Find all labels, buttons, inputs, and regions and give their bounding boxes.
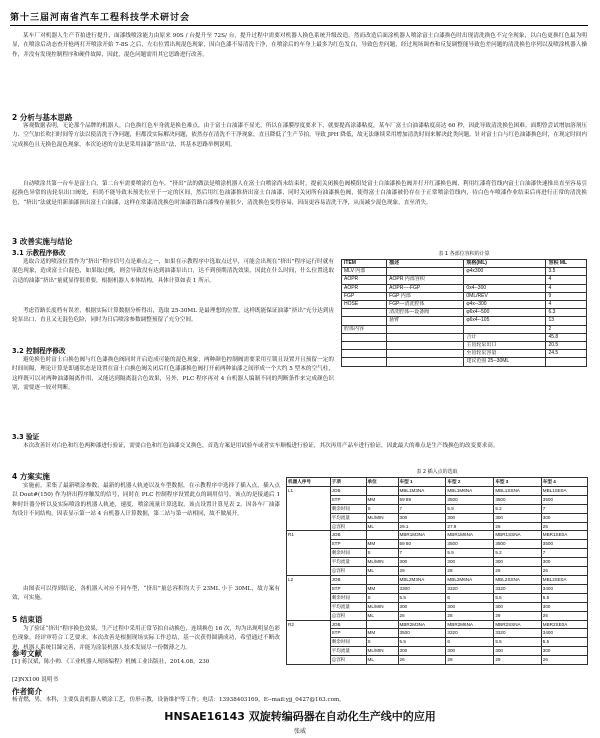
- table-cell: 0x4--300: [464, 284, 546, 292]
- table-cell: 悬臂: [387, 317, 464, 325]
- table-cell: 3500: [398, 629, 446, 638]
- table-1-row: [342, 350, 587, 358]
- table-cell: 300: [398, 513, 446, 522]
- table-cell: MBL1M6NA: [446, 486, 494, 495]
- robot-id-cell: R2: [287, 620, 331, 665]
- table-cell: MM: [366, 495, 398, 504]
- table-2-row: [287, 513, 588, 522]
- table-cell: 26: [494, 522, 541, 531]
- table-cell: 300: [398, 647, 446, 656]
- table-cell: 总容积: [330, 611, 366, 620]
- table-cell: 容积 ML: [546, 260, 587, 268]
- table-cell: FGP 内部: [387, 292, 464, 300]
- table-2-caption: 表 2 插入点的选取: [416, 469, 458, 475]
- table-2-row: [287, 567, 588, 576]
- table-cell: 24.5: [546, 350, 587, 358]
- table-cell: 59 80: [398, 540, 446, 549]
- table-cell: [387, 325, 464, 333]
- table-cell: 300: [494, 513, 541, 522]
- table-cell: 27.9: [446, 522, 494, 531]
- table-cell: 0ML/REV: [464, 292, 546, 300]
- table-cell: [464, 325, 546, 333]
- table-cell: JOB: [330, 575, 366, 584]
- table-header-cell: 车型 2: [446, 478, 494, 487]
- table-cell: MLV 内部: [342, 268, 387, 276]
- table-cell: 5.5: [446, 549, 494, 558]
- reference-2: [2]NX100 说明书: [12, 677, 59, 683]
- table-cell: 300: [541, 647, 587, 656]
- table-cell: [342, 342, 387, 350]
- table-cell: MBR1M6NA: [446, 531, 494, 540]
- table-cell: 300: [398, 558, 446, 567]
- table-cell: 5.5: [541, 638, 587, 647]
- table-cell: S: [366, 593, 398, 602]
- table-cell: 剩余时间: [330, 549, 366, 558]
- table-cell: HOSE: [342, 301, 387, 309]
- table-cell: MM: [366, 540, 398, 549]
- table-cell: 剩余时间: [330, 504, 366, 513]
- table-2-row: [287, 629, 588, 638]
- table-cell: 5.5: [541, 593, 587, 602]
- author-bio: 杨青燃，男，本科，主要负责机器人喷涂工艺，仿形示教，设备维护等工作；电话：13938403169，E--mail:yjj_0427@163.com。: [12, 697, 345, 703]
- table-cell: [342, 309, 387, 317]
- table-2-row: [287, 558, 588, 567]
- table-cell: 26: [541, 567, 587, 576]
- table-cell: [464, 276, 546, 284]
- table-cell: [342, 317, 387, 325]
- next-article-author: 张威: [293, 728, 306, 735]
- table-cell: 29: [494, 656, 541, 665]
- table-cell: 300: [446, 602, 494, 611]
- table-cell: ML: [366, 611, 398, 620]
- table-2-row: [287, 575, 588, 584]
- table-cell: 26: [541, 656, 587, 665]
- table-cell: 规格(ML): [464, 260, 546, 268]
- table-cell: ML/MIN: [366, 513, 398, 522]
- robot-id-cell: L1: [287, 486, 331, 531]
- section-3-1-paragraph-2: 考虑管路长度档有误差，根据实际计算数据分析得出，选取 25-30ML 是最理想的位置，这样既能保证油漆“挤出”充分达到齿轮泵出口，直且又无混色危险，同时为日后喷涂参数调整预留了充分空间。: [12, 308, 334, 324]
- table-cell: [366, 531, 398, 540]
- section-4-paragraph-1: 实施前，采集了最新喷涂参数，最新的机器人轨迹以及车型数据，在示教程序中选择了插入点，插入点以 Dout#(150) 作为挤出程序触发的信号，同时在 PLC 控制程序设置此点的调用信号，该点的是接通后 1 种时针器分析以及实际喷涂的机器人轨迹，速度，喷涂流量计算选取，该点设置计算见表 2。因各车厂油漆均设计不同结构，因表显示第一站 4 台机器人计算数据，第二站与第一站相同，故不做展开。: [12, 483, 280, 517]
- table-cell: 3320: [494, 584, 541, 593]
- table-cell: 300: [541, 558, 587, 567]
- robot-id-cell: L2: [287, 575, 331, 620]
- table-cell: MBL1SSNA: [494, 486, 541, 495]
- table-2-row: [287, 656, 588, 665]
- table-2-row: [287, 486, 588, 495]
- table-2-row: [287, 531, 588, 540]
- table-cell: ML/MIN: [366, 647, 398, 656]
- table-cell: 3320: [446, 584, 494, 593]
- table-cell: 26: [398, 656, 446, 665]
- table-cell: STP: [330, 540, 366, 549]
- table-cell: 28: [446, 656, 494, 665]
- table-cell: 300: [541, 602, 587, 611]
- table-cell: 6: [446, 593, 494, 602]
- table-cell: φ6x4--105: [464, 317, 546, 325]
- table-2-header-row: [287, 478, 588, 487]
- table-cell: 平均流量: [330, 513, 366, 522]
- table-cell: ITEM: [342, 260, 387, 268]
- table-cell: 3500: [494, 495, 541, 504]
- table-2: [286, 477, 588, 665]
- table-1-row: [342, 317, 587, 325]
- section-5-paragraph: 为了验证“挤出”程序换色效果，生产过程中采用正常节拍自动换色，连续换色 16 次，均为出现明显色彩色现象，经评审符合工艺要求，本次改善是根据现场实际工作总结，基一次获得圆满成功，希望通过不断改进，机器人系统目臻完善，并能为涂装机器人技术发展尽一份微薄之力。: [12, 626, 280, 651]
- table-cell: 至齿轮泵容量: [464, 350, 546, 358]
- table-cell: 300: [494, 602, 541, 611]
- table-header-cell: 车型 3: [494, 478, 541, 487]
- table-1-caption: 表 1 各部位容积的计算: [438, 251, 490, 257]
- table-cell: 4: [546, 301, 587, 309]
- table-cell: ML/MIN: [366, 602, 398, 611]
- table-cell: MM: [366, 629, 398, 638]
- table-cell: 28: [446, 567, 494, 576]
- table-cell: 5.5: [446, 504, 494, 513]
- table-cell: AOPR: [342, 284, 387, 292]
- table-cell: 总容积: [330, 522, 366, 531]
- table-cell: 清洗腔体---设备阀: [387, 309, 464, 317]
- table-cell: 29: [398, 567, 446, 576]
- table-1-row: [342, 325, 587, 333]
- table-cell: MBR2M6NA: [446, 620, 494, 629]
- table-cell: 7: [398, 504, 446, 513]
- table-cell: 平均流量: [330, 647, 366, 656]
- table-1-row: [342, 292, 587, 300]
- table-cell: 总容积: [330, 656, 366, 665]
- table-cell: 59 89: [398, 495, 446, 504]
- table-cell: 300: [398, 602, 446, 611]
- table-cell: [366, 575, 398, 584]
- header-rule: [10, 25, 588, 26]
- table-cell: 5.5: [398, 593, 446, 602]
- reference-1: [1] 蒋汉斌，陈小帅．《工业机器人现场编程》机械工业出版社，2014.08，230: [12, 659, 210, 665]
- section-3-heading: 3 改善实施与结论: [12, 237, 73, 246]
- table-2-row: [287, 584, 588, 593]
- section-3-1-paragraph-1: 选取合适的喷涂位置作为“挤出”程序信号点是难点之一，如果在示教程序中选取点过早，可能会出现在“挤出”程序运行时就有混色现象，造成富士白混色，如果取过晚，则会导致没有达到油漆泵出口，达不到预期清洗效果，因此在什么时间，什么位置选取合适的油漆“挤出”量就显得很重要，根据机器人本体结构，具体计算如表 1 所示。: [12, 259, 334, 284]
- table-cell: 平均流量: [330, 602, 366, 611]
- table-cell: [387, 268, 464, 276]
- table-cell: 5.5: [398, 638, 446, 647]
- table-1-header-row: [342, 260, 587, 268]
- table-cell: [342, 350, 387, 358]
- table-1-row: [342, 268, 587, 276]
- table-cell: 5.2: [494, 504, 541, 513]
- intro-paragraph: 某车厂对机器人生产节拍进行提升，面漆线喷涂能力由原来 90S / 台提升至 72S/ 台，提升过程中需要对机器人换色系统升级改造。然而改造后面涂机器人喷涂富士白漆换色时出现清洗换色不完全现象，以白色更换红色最为明显，在喷涂后动态查开枪两打开喷涂开始 7-8S 之后，左右位置出现混色现象，因白色漆不易清洗干净，在喷涂后的车身上最多为红色发白，导致色差问题，经过现场调查和反复调整能导致色差问题的清洗换色序列以及喷涂机器人操作，并没有发现控制程序和硬件故障，因此，混色问题需用其它思路进行改善。: [12, 33, 587, 58]
- table-cell: [366, 620, 398, 629]
- table-cell: 9: [546, 292, 587, 300]
- table-cell: 3500: [446, 495, 494, 504]
- section-5-heading: 5 结束语: [12, 615, 43, 624]
- table-cell: 5.5: [494, 638, 541, 647]
- table-1-row: [342, 276, 587, 284]
- section-4-paragraph-2: 由图表可以得到结论，各机器人对应不同车型，“挤出”量总容积均大于 23ML 小于 30ML，故方案有效，可实施。: [12, 586, 280, 602]
- table-cell: [342, 333, 387, 341]
- table-cell: 总容积: [330, 567, 366, 576]
- robot-id-cell: R1: [287, 531, 331, 576]
- table-cell: 3320: [446, 629, 494, 638]
- table-cell: 3.5: [546, 268, 587, 276]
- table-cell: S: [366, 638, 398, 647]
- table-header-cell: 车型 4: [541, 478, 587, 487]
- table-cell: JOB: [330, 620, 366, 629]
- table-cell: S: [366, 504, 398, 513]
- table-cell: 7: [541, 549, 587, 558]
- section-3-3-heading: 3.3 验证: [12, 433, 40, 441]
- table-2-row: [287, 522, 588, 531]
- table-cell: [366, 486, 398, 495]
- table-cell: ML: [366, 567, 398, 576]
- table-cell: 剩余时间: [330, 638, 366, 647]
- table-cell: MBR2SE0A: [541, 620, 587, 629]
- references-heading: 参考文献: [12, 649, 42, 658]
- table-cell: JOB: [330, 486, 366, 495]
- table-cell: MBR2M3NA: [398, 620, 446, 629]
- table-cell: MM: [366, 584, 398, 593]
- table-2-row: [287, 549, 588, 558]
- table-2-row: [287, 602, 588, 611]
- table-header-cell: 机器人序号: [287, 478, 331, 487]
- table-cell: 剩余时间: [330, 593, 366, 602]
- table-cell: 3400: [541, 584, 587, 593]
- table-cell: 28: [446, 611, 494, 620]
- table-cell: 主齿轮泵出口: [464, 342, 546, 350]
- table-cell: FGP: [342, 292, 387, 300]
- table-2-row: [287, 611, 588, 620]
- section-2-paragraph-1: 客观数据表明，无论那个品牌的机器人，白色换红色车身就是换色难点，由于富士白油漆不显光，所以在漆膜厚度要求下，就要提高涂漆粘度，某车厂富士白油漆粘度高达 60 秒，因此导致清洗换色困难。面期曾尝试增加溶剂压力、空气加长吹扫时间等方法以使清洗干净问题，但都没实际解决问题，依然存在清洗不干净现象，直且降低了生产节拍，导致 JPH 降低，故无法继续采用增加清洗时间来解决此类问题。针对富士白与红色油漆换色时，在现定时间内完成换色且无换色混色现象，本次论述的方法是采用油漆“挤出”法，其基本思路举例说明。: [12, 123, 587, 148]
- table-1-row: [342, 309, 587, 317]
- table-cell: [387, 342, 464, 350]
- table-cell: 300: [494, 558, 541, 567]
- section-3-1-heading: 3.1 示教程序修改: [12, 249, 66, 257]
- section-4-heading: 4 方案实施: [12, 472, 50, 481]
- table-1-row: [342, 301, 587, 309]
- table-cell: 26: [541, 611, 587, 620]
- table-cell: 26: [541, 522, 587, 531]
- table-1-row: [342, 333, 587, 341]
- table-cell: 29: [494, 611, 541, 620]
- table-cell: 20.5: [546, 342, 587, 350]
- table-cell: 26: [494, 567, 541, 576]
- table-cell: MBL1M3NA: [398, 486, 446, 495]
- table-cell: 7: [541, 504, 587, 513]
- table-header-cell: 车型 1: [398, 478, 446, 487]
- table-cell: 建议范围 25--30ML: [464, 358, 546, 366]
- table-cell: 7: [398, 549, 446, 558]
- table-cell: 13: [546, 317, 587, 325]
- table-cell: 6.3: [546, 309, 587, 317]
- table-cell: 3400: [541, 629, 587, 638]
- next-article-title: HNSAE16143 双旋转编码器在自动化生产线中的应用: [164, 710, 436, 723]
- table-cell: 45.8: [546, 333, 587, 341]
- table-2-row: [287, 495, 588, 504]
- section-2-paragraph-2: 自动喷涂共第一台车是富士白，第二台车需要喷涂红色车，“挤出”法的做法是喷涂机器人在富士白喷涂尚未结束时，提前关闭换色阀模组处富士白油漆换色阀并打开红漆换色阀，利用红漆将管线内富士白油漆快速推出直至容易引起换色异常的齿轮泵出口阀处，但尚不能导致未预先位至于一定的区间，然后用红色油漆推挤出富士白油漆，同时关闭所有油漆换色阀，使得富士白油漆被仍存在于正常喷涂管线内，待白色车喷漆作业结束后再进行正常的清洗换色，“挤出”法就是用新油漆顶出富士白油漆，这样在常漆清洗换色时油漆管路白漆残存量很少，清洗换色变得容易，因而更容易清洗干净，从而减少混色现象，直至消失。: [12, 181, 587, 206]
- table-cell: ML: [366, 522, 398, 531]
- table-cell: φ4x300: [464, 268, 546, 276]
- table-cell: AOPR: [342, 276, 387, 284]
- table-cell: 4: [546, 284, 587, 292]
- table-cell: AOPR 内部容积: [387, 276, 464, 284]
- table-cell: [342, 358, 387, 366]
- table-cell: 2: [546, 325, 587, 333]
- table-cell: 5.2: [494, 549, 541, 558]
- table-cell: 26: [398, 611, 446, 620]
- table-header-cell: 子项: [330, 478, 366, 487]
- section-3-3-paragraph: 本次改善针对白色和红色两种漆进行验证，需要白色和红色油漆交叉换色，首选方案是用试验车或者实车顺板进行验证，其次再用产品车进行验证，因此最大的难点是生产线换色的改变要求高。: [23, 443, 499, 449]
- table-cell: MBL1SE0A: [541, 486, 587, 495]
- table-cell: AOPR----FGP: [387, 284, 464, 292]
- table-cell: 5.5: [494, 593, 541, 602]
- table-cell: STP: [330, 629, 366, 638]
- table-1-row: [342, 358, 587, 366]
- section-3-2-heading: 3.2 控制程序修改: [12, 347, 66, 355]
- table-cell: [546, 358, 587, 366]
- table-cell: STP: [330, 495, 366, 504]
- table-2-row: [287, 504, 588, 513]
- table-cell: STP: [330, 584, 366, 593]
- table-2-row: [287, 593, 588, 602]
- table-cell: 3500: [494, 540, 541, 549]
- table-cell: FGP---清洗腔体: [387, 301, 464, 309]
- table-1-row: [342, 342, 587, 350]
- table-cell: 300: [446, 513, 494, 522]
- table-cell: 300: [446, 647, 494, 656]
- author-heading: 作者简介: [12, 687, 42, 696]
- table-cell: ML: [366, 656, 398, 665]
- table-cell: MBR1SSNA: [494, 531, 541, 540]
- table-1: [341, 259, 587, 367]
- table-cell: 29.1: [398, 522, 446, 531]
- table-cell: 描述: [387, 260, 464, 268]
- table-header-cell: 单位: [366, 478, 398, 487]
- table-cell: MBL2SSNA: [494, 575, 541, 584]
- table-cell: 300: [541, 513, 587, 522]
- table-cell: 4: [546, 276, 587, 284]
- table-cell: [387, 358, 464, 366]
- table-cell: 3500: [541, 495, 587, 504]
- table-cell: 腔体内容: [342, 325, 387, 333]
- table-cell: MBL2M6NA: [446, 575, 494, 584]
- table-cell: ML/MIN: [366, 558, 398, 567]
- table-2-row: [287, 638, 588, 647]
- table-cell: MBR1M3NA: [398, 531, 446, 540]
- table-2-row: [287, 647, 588, 656]
- table-cell: JOB: [330, 531, 366, 540]
- table-cell: 3500: [541, 540, 587, 549]
- table-cell: 3300: [398, 584, 446, 593]
- table-cell: MBL2M3NA: [398, 575, 446, 584]
- table-cell: [387, 350, 464, 358]
- table-cell: 合计: [464, 333, 546, 341]
- table-cell: 平均流量: [330, 558, 366, 567]
- table-2-row: [287, 540, 588, 549]
- section-3-2-paragraph: 避免换色时富士白换色阀与红色漆换色阀同时开启造成可能的混色现象，两种颜色控制阀需要采用互锁且设置开且预留一定的时间间隔，理论计算是即通状态是设置在富士白换色阀关闭后红色漆漆换色阀打开前两种油漆之间形成一个大约 5 型木的空气柱，这样既可以对两种油漆隔离作用，又能达到隔离混合色效果，另外，PLC 程序再对 4 台机器人编制不同的判断条件来完成颜色识别，需要逐一较对判断。: [12, 357, 334, 391]
- table-cell: S: [366, 549, 398, 558]
- table-cell: 300: [446, 558, 494, 567]
- table-cell: 3500: [446, 540, 494, 549]
- table-cell: φ4x--300: [464, 301, 546, 309]
- table-cell: 6: [446, 638, 494, 647]
- table-cell: [387, 333, 464, 341]
- table-cell: MBL2SE0A: [541, 575, 587, 584]
- table-2-row: [287, 620, 588, 629]
- table-1-row: [342, 284, 587, 292]
- journal-header: 第十三届河南省汽车工程科技学术研讨会: [10, 13, 191, 23]
- table-cell: MBR1SE0A: [541, 531, 587, 540]
- table-cell: MBR2SSNA: [494, 620, 541, 629]
- table-cell: 300: [494, 647, 541, 656]
- table-cell: φ6x4--500: [464, 309, 546, 317]
- table-cell: 3320: [494, 629, 541, 638]
- section-2-heading: 2 分析与基本思路: [12, 113, 73, 122]
